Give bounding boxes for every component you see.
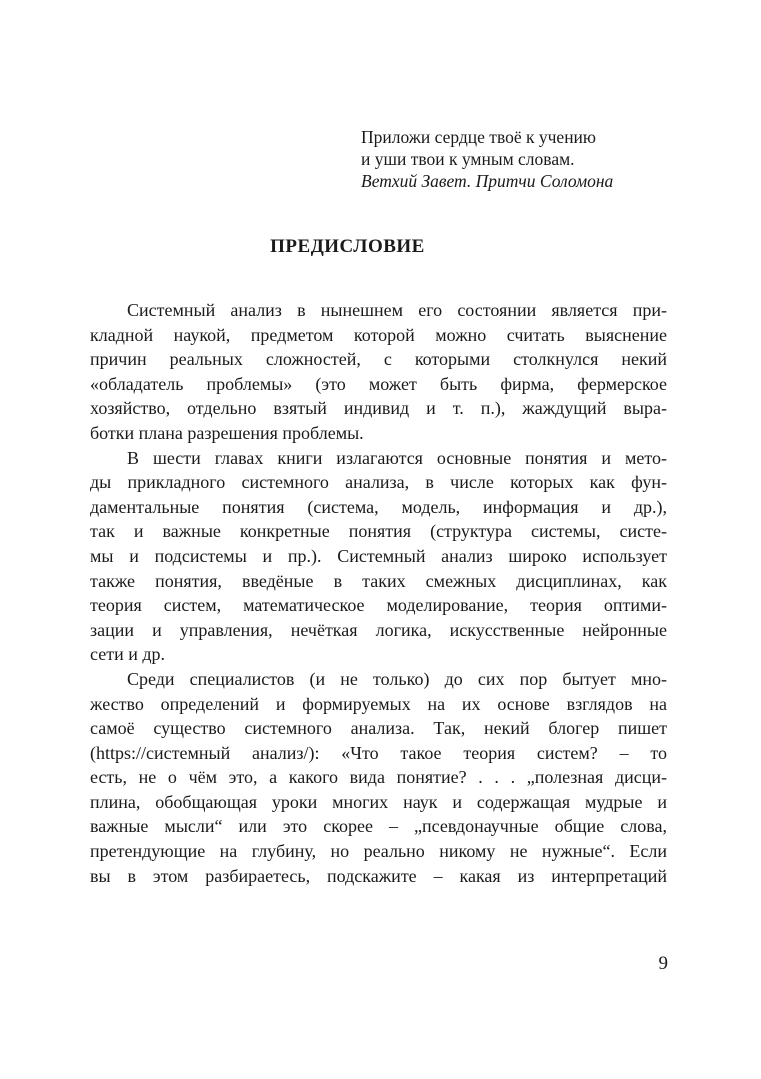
chapter-heading: ПРЕДИСЛОВИЕ [270, 236, 425, 257]
text-line: кладной наукой, предметом которой можно считать выяснение [90, 324, 667, 345]
text-line: причин реальных сложностей, с которыми столкнулся некий [90, 349, 667, 370]
body-text [90, 298, 667, 888]
text-line: даментальные понятия (система, модель, информация и др.), [90, 496, 667, 517]
text-line: (https://системный анализ/): «Что такое теория систем? – то [90, 742, 667, 763]
text-line: претендующие на глубину, но реально никому не нужные“. Если [90, 841, 667, 862]
text-line: важные мысли“ или это скорее – „псевдонаучные общие слова, [90, 816, 667, 837]
text-line: Системный анализ в нынешнем его состоянии является при- [127, 300, 667, 320]
paragraph [90, 446, 667, 667]
text-line: мы и подсистемы и пр.). Системный анализ широко использует [90, 545, 667, 566]
text-line: ды прикладного системного анализа, в числе которых как фун- [90, 472, 667, 493]
epigraph [361, 126, 661, 192]
text-line: «обладатель проблемы» (это может быть фирма, фермерское [90, 373, 667, 394]
text-line: есть, не о чём это, а какого вида понятие? . . . „полезная дисци- [90, 767, 667, 788]
text-line: самоё существо системного анализа. Так, некий блогер пишет [90, 718, 667, 739]
epigraph-source: Ветхий Завет. Притчи Соломона [361, 171, 614, 191]
text-line: В шести главах книги излагаются основные понятия и мето- [127, 447, 667, 468]
page-number: 9 [658, 953, 668, 974]
text-line: зации и управления, нечёткая логика, искусственные нейронные [90, 619, 667, 640]
text-line: теория систем, математическое моделирование, теория оптими- [90, 595, 667, 616]
paragraph [90, 667, 667, 888]
epigraph-line: и уши твои к умным словам. [361, 149, 575, 169]
text-line: вы в этом разбираетесь, подскажите – какая из интерпретаций [90, 865, 667, 886]
text-line: так и важные конкретные понятия (структура системы, систе- [90, 521, 667, 542]
paragraph [90, 298, 667, 446]
text-line: жество определений и формируемых на их основе взглядов на [90, 693, 667, 714]
text-line: ботки плана разрешения проблемы. [90, 422, 364, 443]
text-line: Среди специалистов (и не только) до сих пор бытует мно- [127, 668, 667, 689]
text-line: хозяйство, отдельно взятый индивид и т. п.), жаждущий выра- [90, 398, 667, 419]
text-line: сети и др. [90, 644, 165, 665]
epigraph-line: Приложи сердце твоё к учению [361, 127, 596, 147]
text-line: плина, обобщающая уроки многих наук и содержащая мудрые и [90, 791, 667, 812]
text-line: также понятия, введёные в таких смежных дисциплинах, как [90, 570, 667, 591]
